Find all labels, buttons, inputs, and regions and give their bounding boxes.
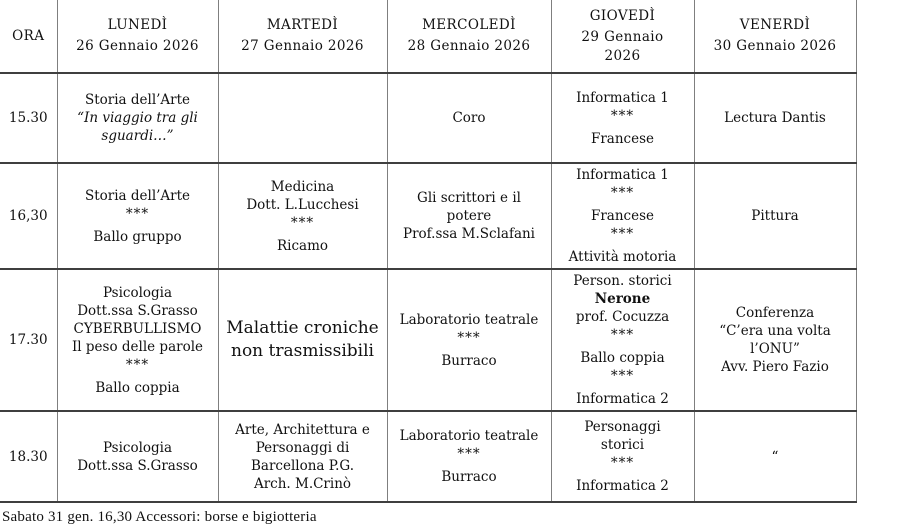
day-date: 28 Gennaio 2026 xyxy=(407,38,531,54)
day-header xyxy=(387,0,551,73)
table-row xyxy=(0,73,856,163)
cell-line: “ xyxy=(771,448,779,465)
day-date: 29 Gennaio xyxy=(581,28,664,45)
separator: *** xyxy=(610,185,635,201)
schedule-cell xyxy=(551,411,694,502)
cell-line: storici xyxy=(600,437,645,453)
cell-line: Arch. M.Crinò xyxy=(253,475,352,492)
day-header xyxy=(694,0,856,73)
cell-line: Nerone xyxy=(594,291,651,307)
cell-line: potere xyxy=(446,208,492,224)
cell-line: Psicologia xyxy=(102,439,173,456)
cell-line: “In viaggio tra gli xyxy=(77,110,198,126)
cell-line: Coro xyxy=(452,110,486,126)
time-label: 18.30 xyxy=(0,411,57,502)
cell-line: Laboratorio teatrale xyxy=(399,428,539,444)
cell-line: Ballo coppia xyxy=(95,379,180,396)
cell-line: Storia dell’Arte xyxy=(84,92,191,108)
schedule-cell xyxy=(57,73,218,163)
cell-line: Dott.ssa S.Grasso xyxy=(77,457,198,474)
day-date: 27 Gennaio 2026 xyxy=(241,38,364,54)
cell-line: Dott. L.Lucchesi xyxy=(246,196,359,213)
separator: *** xyxy=(610,327,635,343)
day-name: LUNEDÌ xyxy=(107,17,168,33)
separator: *** xyxy=(610,226,635,242)
time-label: 15.30 xyxy=(0,73,57,163)
cell-line: Person. storici xyxy=(573,273,672,289)
cell-line: Francese xyxy=(590,130,655,147)
table-row xyxy=(0,411,856,502)
cell-line: Avv. Piero Fazio xyxy=(721,359,829,375)
schedule-cell xyxy=(387,163,551,269)
schedule-cell xyxy=(57,163,218,269)
schedule-cell xyxy=(387,411,551,502)
cell-line: Informatica 1 xyxy=(576,167,669,183)
schedule-cell xyxy=(551,269,694,411)
cell-line: Prof.ssa M.Sclafani xyxy=(402,226,535,242)
cell-line: Ballo coppia xyxy=(580,350,665,366)
schedule-cell xyxy=(694,73,856,163)
table-body xyxy=(0,73,856,502)
day-date: 30 Gennaio 2026 xyxy=(713,38,837,54)
table-row xyxy=(0,163,856,269)
schedule-cell xyxy=(57,411,218,502)
cell-line: Burraco xyxy=(441,352,497,369)
day-header xyxy=(57,0,218,73)
schedule-cell xyxy=(218,411,387,502)
cell-line: “C’era una volta xyxy=(719,323,831,339)
cell-line: Arte, Architettura e xyxy=(235,421,370,438)
cell-line: sguardi…” xyxy=(101,128,174,144)
schedule-cell xyxy=(551,73,694,163)
day-name: MERCOLEDÌ xyxy=(422,17,516,33)
schedule-cell xyxy=(218,269,387,411)
cell-line: Psicologia xyxy=(102,284,173,301)
cell-line: Pittura xyxy=(751,208,799,224)
schedule-cell xyxy=(218,163,387,269)
ora-header: ORA xyxy=(0,0,57,73)
schedule-cell xyxy=(387,269,551,411)
cell-line: CYBERBULLISMO xyxy=(73,320,202,337)
schedule-cell xyxy=(218,73,387,163)
cell-line: Medicina xyxy=(270,178,335,195)
cell-line: l’ONU” xyxy=(750,341,800,357)
cell-line: Barcellona P.G. xyxy=(250,457,354,474)
cell-line: Ricamo xyxy=(276,237,329,254)
day-header xyxy=(218,0,387,73)
cell-line: Il peso delle parole xyxy=(71,338,204,355)
cell-line: Laboratorio teatrale xyxy=(399,311,539,328)
cell-line: Informatica 2 xyxy=(576,478,669,494)
cell-line: Storia dell’Arte xyxy=(84,187,191,204)
day-date: 2026 xyxy=(604,47,641,64)
schedule-cell xyxy=(694,163,856,269)
separator: *** xyxy=(610,368,635,384)
footer-note: Sabato 31 gen. 16,30 Accessori: borse e bigiotteria xyxy=(2,509,317,525)
schedule-cell xyxy=(694,411,856,502)
cell-line: Personaggi xyxy=(584,419,661,435)
day-name: GIOVEDÌ xyxy=(589,7,656,24)
cell-line: Malattie croniche xyxy=(226,318,379,338)
cell-line: Informatica 2 xyxy=(576,391,669,407)
schedule-cell xyxy=(57,269,218,411)
separator: *** xyxy=(610,107,635,124)
separator: *** xyxy=(290,214,315,231)
day-date: 26 Gennaio 2026 xyxy=(76,38,199,54)
day-header xyxy=(551,0,694,73)
time-label: 16,30 xyxy=(0,163,57,269)
cell-line: Informatica 1 xyxy=(576,89,669,106)
separator: *** xyxy=(457,446,481,462)
cell-line: Lectura Dantis xyxy=(724,110,826,126)
cell-line: Dott.ssa S.Grasso xyxy=(77,302,198,319)
table-row xyxy=(0,269,856,411)
cell-line: prof. Cocuzza xyxy=(575,309,670,325)
separator: *** xyxy=(457,329,481,346)
separator: *** xyxy=(125,205,150,222)
table-header xyxy=(0,0,856,73)
cell-line: Conferenza xyxy=(735,305,815,321)
cell-line: Gli scrittori e il xyxy=(417,190,521,206)
schedule-cell xyxy=(387,73,551,163)
cell-line: Ballo gruppo xyxy=(93,228,182,245)
cell-line: Attività motoria xyxy=(568,249,677,265)
schedule-cell xyxy=(551,163,694,269)
cell-line: non trasmissibili xyxy=(231,341,374,361)
cell-line: Francese xyxy=(590,208,655,224)
day-name: MARTEDÌ xyxy=(266,17,339,33)
day-name: VENERDÌ xyxy=(739,17,811,33)
header-row xyxy=(0,0,856,73)
schedule-cell xyxy=(694,269,856,411)
separator: *** xyxy=(125,356,150,373)
cell-line: Burraco xyxy=(441,469,497,485)
separator: *** xyxy=(610,455,635,471)
time-label: 17.30 xyxy=(0,269,57,411)
cell-line: Personaggi di xyxy=(255,439,350,456)
